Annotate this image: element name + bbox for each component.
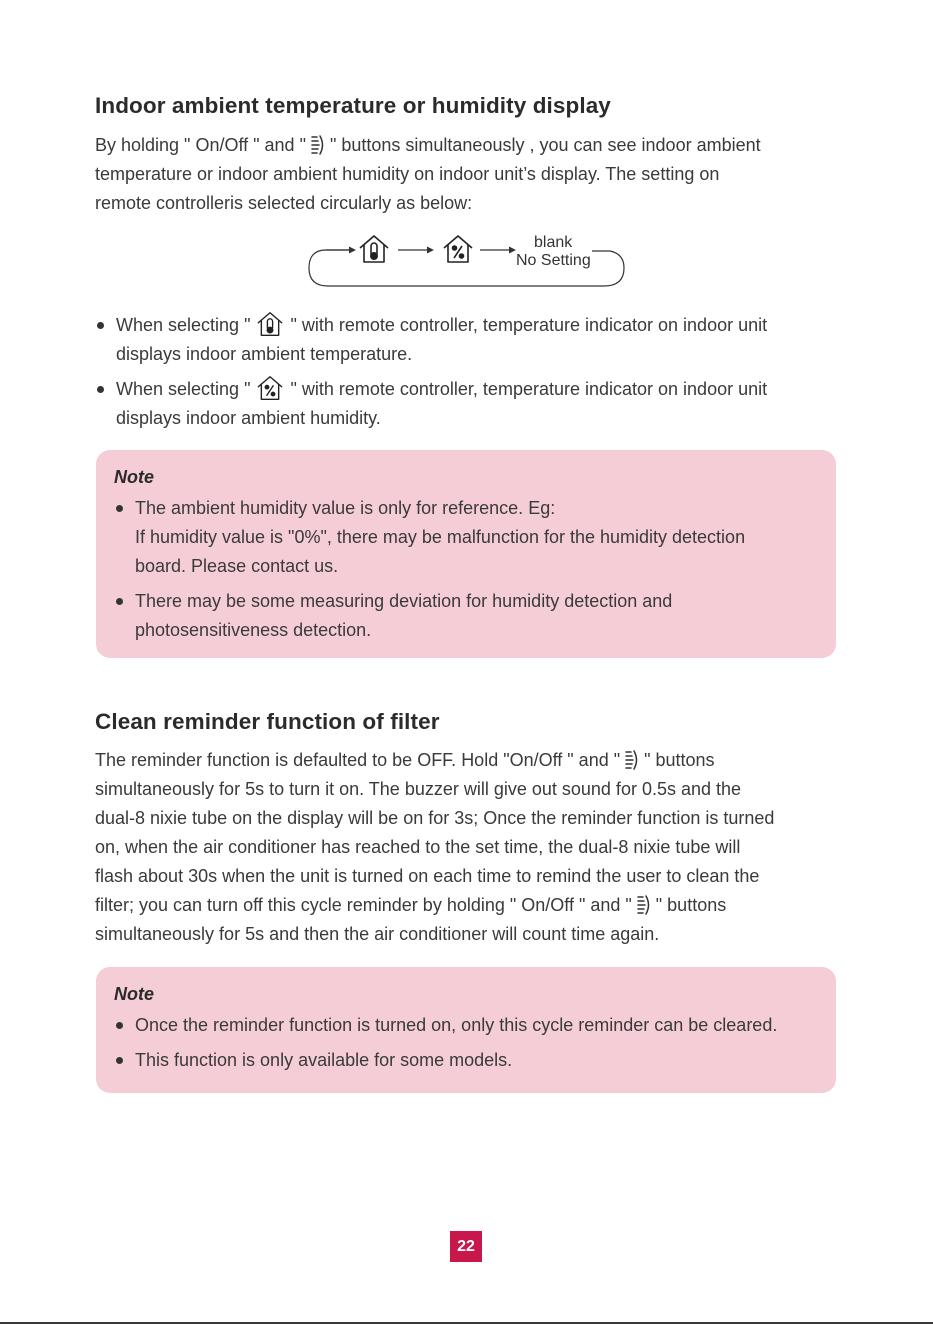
section-title-ambient-display: Indoor ambient temperature or humidity display	[95, 93, 611, 118]
note-text: board. Please contact us.	[135, 556, 339, 576]
body-text: filter; you can turn off this cycle reminder by holding " On/Off " and "	[95, 895, 637, 915]
list-item	[114, 1046, 818, 1075]
list-item	[95, 375, 855, 433]
list-item	[114, 1011, 818, 1040]
body-text: The reminder function is defaulted to be OFF. Hold "On/Off " and "	[95, 750, 626, 770]
bullet-text: " with remote controller, temperature indicator on indoor unit	[285, 315, 768, 335]
body-text: " buttons	[650, 895, 727, 915]
page-number-badge: 22	[450, 1231, 482, 1262]
cycle-no-setting-label: No Setting	[516, 252, 591, 269]
note-text: There may be some measuring deviation for humidity detection and	[135, 591, 673, 611]
intro-text: " buttons simultaneously , you can see indoor ambient	[324, 135, 761, 155]
mode-button-icon	[637, 894, 651, 916]
cycle-blank-label: blank	[534, 234, 573, 251]
house-thermometer-icon	[255, 311, 285, 337]
body-text: simultaneously for 5s and then the air conditioner will count time again.	[95, 924, 660, 944]
note-text: The ambient humidity value is only for reference. Eg:	[135, 498, 556, 518]
selection-cycle-diagram	[306, 228, 626, 290]
mode-button-icon	[311, 134, 325, 156]
section-title-clean-reminder: Clean reminder function of filter	[95, 709, 440, 734]
body-text: " buttons	[639, 750, 715, 770]
list-item	[114, 494, 818, 581]
house-humidity-icon	[255, 375, 285, 401]
body-text: flash about 30s when the unit is turned on each time to remind the user to clean the	[95, 866, 760, 886]
note-box-ambient	[96, 450, 836, 658]
list-item	[95, 311, 855, 369]
ambient-selection-bullets	[95, 311, 855, 439]
intro-line-1	[95, 131, 855, 160]
bullet-text: displays indoor ambient temperature.	[116, 344, 413, 364]
body-text: on, when the air conditioner has reached to the set time, the dual-8 nixie tube will	[95, 837, 741, 857]
bullet-text: When selecting "	[116, 315, 256, 335]
note-text: photosensitiveness detection.	[135, 620, 372, 640]
bullet-text: When selecting "	[116, 379, 256, 399]
note-text: This function is only available for some models.	[135, 1050, 513, 1070]
bullet-text: " with remote controller, temperature indicator on indoor unit	[285, 379, 768, 399]
bullet-text: displays indoor ambient humidity.	[116, 408, 381, 428]
list-item	[114, 587, 818, 645]
note-text: Once the reminder function is turned on, only this cycle reminder can be cleared.	[135, 1015, 778, 1035]
house-humidity-icon	[444, 236, 472, 262]
clean-reminder-paragraph	[95, 746, 855, 949]
body-text: dual-8 nixie tube on the display will be on for 3s; Once the reminder function is turned	[95, 808, 775, 828]
intro-text: By holding " On/Off " and "	[95, 135, 311, 155]
note-title: Note	[114, 984, 154, 1004]
house-thermometer-icon	[360, 236, 388, 262]
note-box-clean-reminder	[96, 967, 836, 1093]
intro-line-3: remote controlleris selected circularly as below:	[95, 193, 473, 213]
intro-line-2: temperature or indoor ambient humidity on indoor unit’s display. The setting on	[95, 164, 720, 184]
note-title: Note	[114, 467, 154, 487]
body-text: simultaneously for 5s to turn it on. The buzzer will give out sound for 0.5s and the	[95, 779, 742, 799]
note-text: If humidity value is "0%", there may be malfunction for the humidity detection	[135, 527, 746, 547]
ambient-intro-paragraph	[95, 131, 855, 218]
mode-button-icon	[625, 749, 639, 771]
